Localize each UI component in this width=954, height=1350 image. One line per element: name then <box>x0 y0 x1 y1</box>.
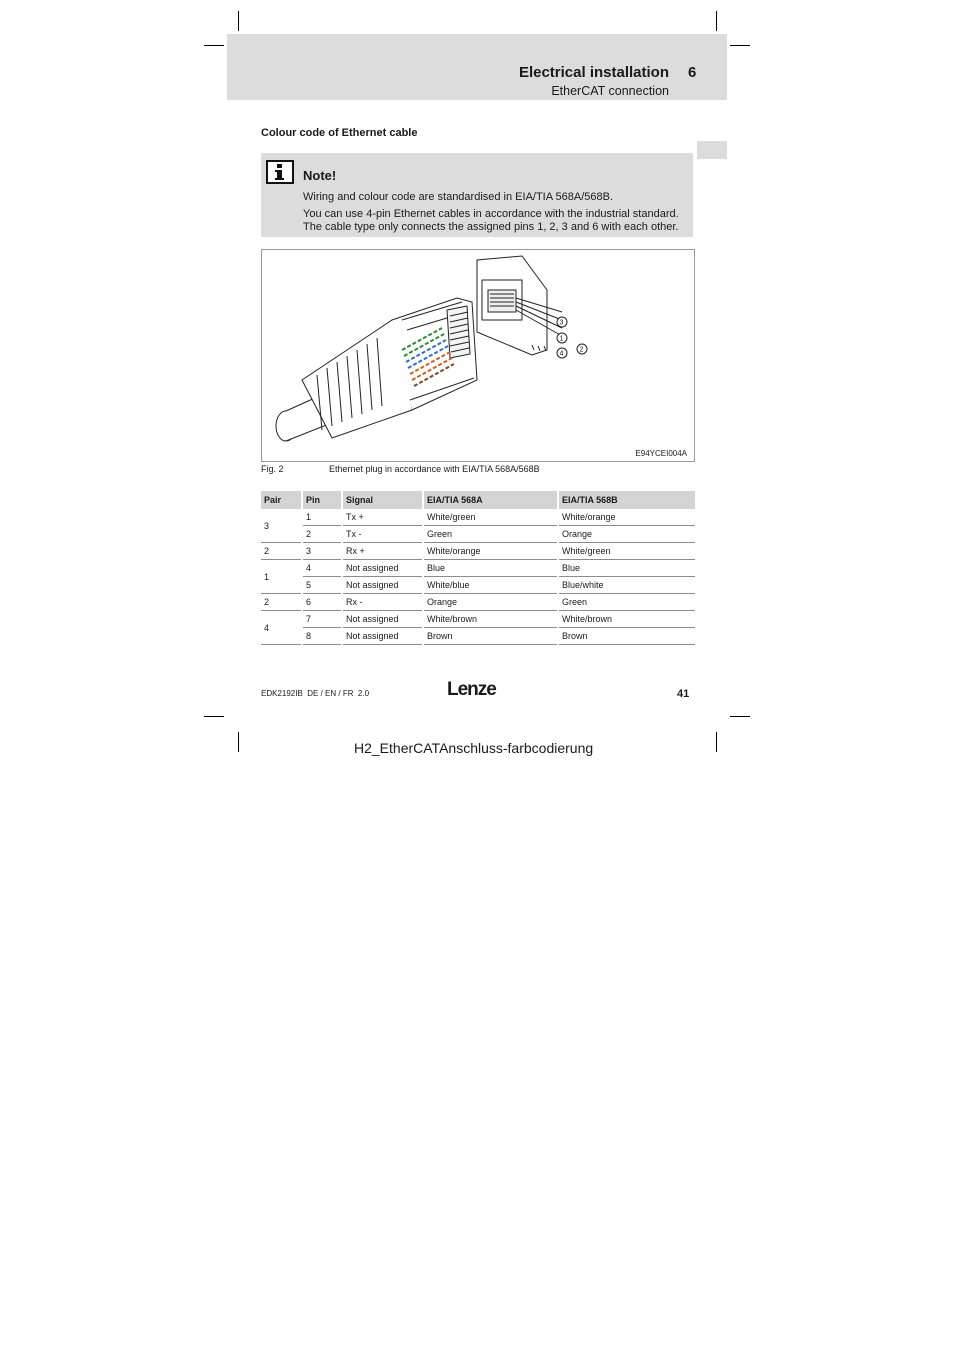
footer-doc-id: EDK2192IB DE / EN / FR 2.0 <box>261 689 370 698</box>
signal-cell: Not assigned <box>342 560 423 577</box>
page-number: 41 <box>677 688 690 700</box>
crop-mark <box>238 11 239 31</box>
crop-mark <box>204 45 224 46</box>
column-header: Pair <box>261 491 302 509</box>
column-header: EIA/TIA 568A <box>423 491 558 509</box>
pin-cell: 4 <box>302 560 342 577</box>
pin-cell: 3 <box>302 543 342 560</box>
pair-cell: 3 <box>261 509 302 543</box>
table-row <box>261 560 695 577</box>
pin-label: 1 <box>559 335 564 343</box>
lenze-logo: Lenze <box>447 679 496 700</box>
pin-cell: 5 <box>302 577 342 594</box>
table-header-row <box>261 491 695 509</box>
page-header <box>227 34 727 100</box>
pin-cell: 8 <box>302 628 342 645</box>
signal-cell: Tx - <box>342 526 423 543</box>
568b-cell: Blue <box>558 560 695 577</box>
568b-cell: White/brown <box>558 611 695 628</box>
signal-cell: Rx + <box>342 543 423 560</box>
pin-label: 2 <box>579 346 584 354</box>
figure-caption: Ethernet plug in accordance with EIA/TIA 568A/568B <box>329 464 540 474</box>
signal-cell: Not assigned <box>342 611 423 628</box>
pin-cell: 6 <box>302 594 342 611</box>
568a-cell: White/green <box>423 509 558 526</box>
column-header: Pin <box>302 491 342 509</box>
pin-cell: 1 <box>302 509 342 526</box>
568b-cell: White/orange <box>558 509 695 526</box>
signal-cell: Not assigned <box>342 628 423 645</box>
figure-code: E94YCEI004A <box>635 449 687 458</box>
568b-cell: White/green <box>558 543 695 560</box>
568b-cell: Brown <box>558 628 695 645</box>
table-row <box>261 628 695 645</box>
chapter-number: 6 <box>688 64 697 81</box>
info-icon <box>266 160 294 184</box>
568b-cell: Green <box>558 594 695 611</box>
568a-cell: Orange <box>423 594 558 611</box>
figure-frame <box>261 249 695 462</box>
crop-mark <box>204 716 224 717</box>
pair-cell: 4 <box>261 611 302 645</box>
pin-label: 3 <box>559 319 564 327</box>
table-row <box>261 594 695 611</box>
note-title: Note! <box>303 168 337 183</box>
568a-cell: Blue <box>423 560 558 577</box>
signal-cell: Rx - <box>342 594 423 611</box>
pin-cell: 7 <box>302 611 342 628</box>
column-header: Signal <box>342 491 423 509</box>
table-row <box>261 611 695 628</box>
568b-cell: Orange <box>558 526 695 543</box>
crop-mark <box>238 732 239 752</box>
pin-cell: 2 <box>302 526 342 543</box>
chapter-title: Electrical installation <box>518 64 669 81</box>
note-text: You can use 4-pin Ethernet cables in accordance with the industrial standard. <box>303 208 679 220</box>
table-row <box>261 526 695 543</box>
note-text: Wiring and colour code are standardised in EIA/TIA 568A/568B. <box>303 191 614 203</box>
table-row <box>261 543 695 560</box>
chapter-side-tab <box>697 141 727 159</box>
568a-cell: White/orange <box>423 543 558 560</box>
signal-cell: Not assigned <box>342 577 423 594</box>
568a-cell: Brown <box>423 628 558 645</box>
crop-mark <box>730 45 750 46</box>
table-row <box>261 577 695 594</box>
pin-label: 4 <box>559 350 564 358</box>
note-text: The cable type only connects the assigned pins 1, 2, 3 and 6 with each other. <box>303 221 679 233</box>
568a-cell: White/blue <box>423 577 558 594</box>
crop-mark <box>716 732 717 752</box>
section-title: Colour code of Ethernet cable <box>261 127 418 139</box>
pair-cell: 2 <box>261 594 302 611</box>
signal-cell: Tx + <box>342 509 423 526</box>
document-label: H2_EtherCATAnschluss-farbcodierung <box>354 740 594 756</box>
note-box <box>261 153 693 237</box>
chapter-subtitle: EtherCAT connection <box>551 84 669 98</box>
pair-cell: 1 <box>261 560 302 594</box>
ethernet-plug-illustration <box>262 250 694 461</box>
pair-cell: 2 <box>261 543 302 560</box>
crop-mark <box>730 716 750 717</box>
crop-mark <box>716 11 717 31</box>
568a-cell: White/brown <box>423 611 558 628</box>
colour-code-table <box>261 491 695 645</box>
column-header: EIA/TIA 568B <box>558 491 695 509</box>
568a-cell: Green <box>423 526 558 543</box>
figure-caption-number: Fig. 2 <box>261 464 284 474</box>
table-row <box>261 509 695 526</box>
568b-cell: Blue/white <box>558 577 695 594</box>
